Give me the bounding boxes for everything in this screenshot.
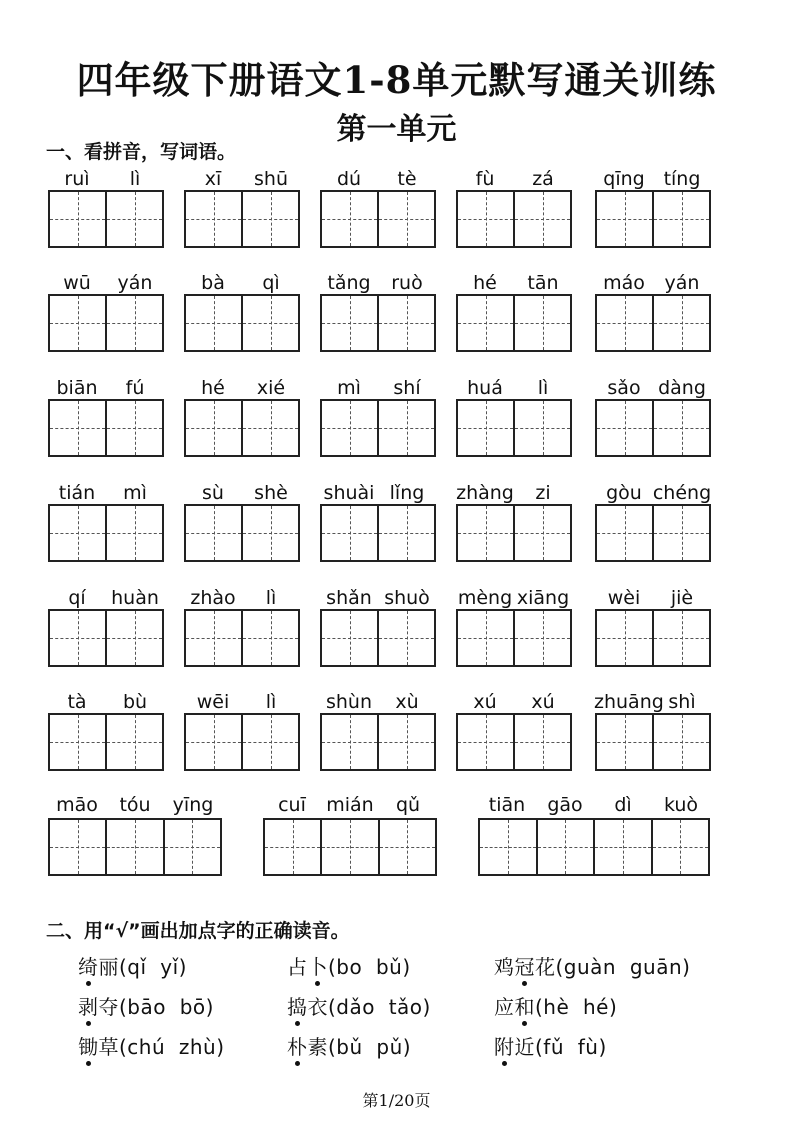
pinyin-syllable: xié: [256, 377, 286, 399]
writing-grid[interactable]: [48, 504, 164, 562]
pinyin-syllable: māo: [56, 794, 98, 816]
pinyin-syllable: tiān: [488, 794, 526, 816]
dotted-character: 绮: [78, 955, 99, 979]
writing-grid[interactable]: [48, 294, 164, 352]
tian-zi-cell[interactable]: [186, 506, 243, 560]
tian-zi-cell[interactable]: [379, 715, 434, 769]
tian-zi-cell[interactable]: [597, 296, 654, 350]
word-suffix-with-options: 素(bǔ pǔ): [307, 1035, 412, 1059]
pinyin-syllable: dú: [336, 168, 362, 190]
tian-zi-cell[interactable]: [107, 401, 162, 455]
tian-zi-cell[interactable]: [243, 192, 298, 246]
writing-grid[interactable]: [320, 609, 436, 667]
tian-zi-cell[interactable]: [50, 401, 107, 455]
pinyin-syllable: wèi: [607, 587, 641, 609]
tian-zi-cell[interactable]: [597, 506, 654, 560]
dotted-character: 剥: [78, 995, 99, 1019]
pinyin-syllable: mì: [337, 377, 361, 399]
tian-zi-cell[interactable]: [515, 715, 570, 769]
pinyin-syllable: tǎng: [327, 272, 371, 294]
tian-zi-cell[interactable]: [107, 715, 162, 769]
pinyin-syllable: xiāng: [516, 587, 570, 609]
writing-grid[interactable]: [456, 713, 572, 771]
dotted-character: 朴: [287, 1035, 308, 1059]
tian-zi-cell[interactable]: [186, 611, 243, 665]
tian-zi-cell[interactable]: [107, 296, 162, 350]
pinyin-syllable: sù: [202, 482, 224, 504]
tian-zi-cell[interactable]: [186, 192, 243, 246]
writing-grid[interactable]: [320, 399, 436, 457]
writing-grid[interactable]: [320, 713, 436, 771]
word-prefix: 占: [287, 955, 308, 979]
tian-zi-cell[interactable]: [265, 820, 322, 874]
dotted-character: 卜: [307, 955, 328, 979]
reading-choice-item[interactable]: [78, 951, 187, 980]
pinyin-syllable: xú: [531, 691, 555, 713]
reading-choice-item[interactable]: [78, 991, 214, 1020]
pinyin-syllable: máo: [603, 272, 645, 294]
page-number: 第1/20页: [362, 1091, 431, 1110]
tian-zi-cell[interactable]: [50, 820, 107, 874]
tian-zi-cell[interactable]: [50, 506, 107, 560]
writing-grid[interactable]: [184, 504, 300, 562]
tian-zi-cell[interactable]: [50, 192, 107, 246]
tian-zi-cell[interactable]: [322, 401, 379, 455]
writing-grid[interactable]: [184, 190, 300, 248]
pinyin-syllable: huàn: [111, 587, 159, 609]
writing-grid[interactable]: [184, 399, 300, 457]
reading-choice-item[interactable]: [287, 1031, 411, 1060]
pinyin-syllable: lì: [129, 168, 141, 190]
pinyin-syllable: shì: [668, 691, 696, 713]
tian-zi-cell[interactable]: [243, 611, 298, 665]
writing-grid[interactable]: [595, 294, 711, 352]
writing-grid[interactable]: [48, 818, 222, 876]
writing-grid[interactable]: [48, 399, 164, 457]
pinyin-syllable: shuò: [384, 587, 430, 609]
writing-grid[interactable]: [48, 190, 164, 248]
dotted-character: 附: [494, 1035, 515, 1059]
tian-zi-cell[interactable]: [50, 715, 107, 769]
tian-zi-cell[interactable]: [654, 506, 709, 560]
tian-zi-cell[interactable]: [515, 192, 570, 246]
tian-zi-cell[interactable]: [595, 820, 653, 874]
pinyin-syllable: qǔ: [395, 794, 421, 816]
tian-zi-cell[interactable]: [322, 611, 379, 665]
pinyin-syllable: qīng: [603, 168, 645, 190]
pinyin-syllable: zhàng: [456, 482, 514, 504]
pinyin-syllable: kuò: [663, 794, 699, 816]
reading-choice-item[interactable]: [494, 1031, 607, 1060]
word-suffix-with-options: 衣(dǎo tǎo): [307, 995, 431, 1019]
writing-grid[interactable]: [48, 609, 164, 667]
tian-zi-cell[interactable]: [379, 401, 434, 455]
writing-grid[interactable]: [456, 609, 572, 667]
pinyin-syllable: xī: [204, 168, 222, 190]
reading-choice-item[interactable]: [287, 991, 431, 1020]
writing-grid[interactable]: [478, 818, 710, 876]
pinyin-syllable: ruò: [391, 272, 423, 294]
pinyin-syllable: tān: [527, 272, 559, 294]
tian-zi-cell[interactable]: [654, 401, 709, 455]
tian-zi-cell[interactable]: [654, 192, 709, 246]
reading-choice-item[interactable]: [494, 951, 690, 980]
dotted-character: 和: [514, 995, 535, 1019]
tian-zi-cell[interactable]: [107, 506, 162, 560]
tian-zi-cell[interactable]: [50, 611, 107, 665]
tian-zi-cell[interactable]: [458, 611, 515, 665]
pinyin-syllable: jiè: [670, 587, 694, 609]
dotted-character: 锄: [78, 1035, 99, 1059]
tian-zi-cell[interactable]: [322, 296, 379, 350]
pinyin-syllable: yán: [117, 272, 153, 294]
word-prefix: 鸡: [494, 955, 515, 979]
pinyin-syllable: tà: [67, 691, 87, 713]
writing-grid[interactable]: [595, 713, 711, 771]
pinyin-syllable: shí: [393, 377, 421, 399]
pinyin-syllable: shū: [254, 168, 288, 190]
tian-zi-cell[interactable]: [243, 506, 298, 560]
writing-grid[interactable]: [595, 504, 711, 562]
pinyin-syllable: qì: [262, 272, 280, 294]
page-title: 四年级下册语文1-8单元默写通关训练: [76, 58, 717, 102]
tian-zi-cell[interactable]: [380, 820, 435, 874]
tian-zi-cell[interactable]: [379, 192, 434, 246]
tian-zi-cell[interactable]: [515, 296, 570, 350]
pinyin-syllable: mián: [326, 794, 374, 816]
word-suffix-with-options: 近(fǔ fù): [514, 1035, 607, 1059]
writing-grid[interactable]: [184, 294, 300, 352]
tian-zi-cell[interactable]: [322, 192, 379, 246]
tian-zi-cell[interactable]: [653, 820, 709, 874]
tian-zi-cell[interactable]: [597, 611, 654, 665]
pinyin-syllable: shè: [254, 482, 288, 504]
pinyin-syllable: zhào: [190, 587, 236, 609]
pinyin-syllable: dì: [614, 794, 632, 816]
pinyin-syllable: lì: [265, 691, 277, 713]
word-suffix-with-options: 丽(qǐ yǐ): [98, 955, 187, 979]
tian-zi-cell[interactable]: [458, 715, 515, 769]
writing-grid[interactable]: [320, 504, 436, 562]
pinyin-syllable: zi: [535, 482, 551, 504]
word-suffix-with-options: (bo bǔ): [328, 955, 411, 979]
reading-choice-item[interactable]: [287, 951, 411, 980]
pinyin-syllable: tè: [397, 168, 417, 190]
tian-zi-cell[interactable]: [322, 506, 379, 560]
pinyin-syllable: bà: [201, 272, 225, 294]
pinyin-syllable: fù: [475, 168, 495, 190]
tian-zi-cell[interactable]: [515, 611, 570, 665]
reading-choice-item[interactable]: [78, 1031, 225, 1060]
pinyin-syllable: fú: [125, 377, 145, 399]
pinyin-syllable: xú: [473, 691, 497, 713]
tian-zi-cell[interactable]: [243, 296, 298, 350]
writing-grid[interactable]: [456, 294, 572, 352]
tian-zi-cell[interactable]: [379, 296, 434, 350]
writing-grid[interactable]: [184, 609, 300, 667]
pinyin-syllable: zhuāng: [594, 691, 664, 713]
pinyin-syllable: ruì: [64, 168, 90, 190]
pinyin-syllable: tián: [58, 482, 96, 504]
pinyin-syllable: hé: [201, 377, 225, 399]
tian-zi-cell[interactable]: [107, 820, 164, 874]
word-suffix-with-options: (hè hé): [535, 995, 618, 1019]
tian-zi-cell[interactable]: [50, 296, 107, 350]
dotted-character: 捣: [287, 995, 308, 1019]
tian-zi-cell[interactable]: [458, 296, 515, 350]
pinyin-syllable: yán: [664, 272, 700, 294]
tian-zi-cell[interactable]: [322, 715, 379, 769]
writing-grid[interactable]: [320, 190, 436, 248]
pinyin-syllable: dàng: [658, 377, 706, 399]
pinyin-syllable: xù: [395, 691, 419, 713]
writing-grid[interactable]: [595, 609, 711, 667]
pinyin-syllable: wēi: [196, 691, 230, 713]
pinyin-syllable: wū: [63, 272, 91, 294]
writing-grid[interactable]: [184, 713, 300, 771]
tian-zi-cell[interactable]: [597, 401, 654, 455]
writing-grid[interactable]: [48, 713, 164, 771]
pinyin-syllable: zá: [532, 168, 554, 190]
tian-zi-cell[interactable]: [243, 715, 298, 769]
tian-zi-cell[interactable]: [165, 820, 220, 874]
pinyin-syllable: shǎn: [326, 587, 372, 609]
tian-zi-cell[interactable]: [654, 715, 709, 769]
tian-zi-cell[interactable]: [538, 820, 596, 874]
unit-title: 第一单元: [336, 112, 457, 147]
pinyin-syllable: mèng: [457, 587, 513, 609]
pinyin-syllable: lì: [265, 587, 277, 609]
tian-zi-cell[interactable]: [515, 401, 570, 455]
tian-zi-cell[interactable]: [597, 715, 654, 769]
pinyin-syllable: qí: [68, 587, 86, 609]
pinyin-syllable: shùn: [325, 691, 373, 713]
tian-zi-cell[interactable]: [379, 611, 434, 665]
writing-grid[interactable]: [456, 399, 572, 457]
pinyin-syllable: mì: [123, 482, 147, 504]
writing-grid[interactable]: [320, 294, 436, 352]
pinyin-syllable: tóu: [119, 794, 151, 816]
pinyin-syllable: biān: [56, 377, 98, 399]
tian-zi-cell[interactable]: [322, 820, 379, 874]
tian-zi-cell[interactable]: [480, 820, 538, 874]
tian-zi-cell[interactable]: [654, 296, 709, 350]
tian-zi-cell[interactable]: [186, 401, 243, 455]
dotted-character: 冠: [514, 955, 535, 979]
pinyin-syllable: gāo: [547, 794, 583, 816]
section1-heading: 一、看拼音，写词语。: [46, 141, 237, 163]
pinyin-syllable: cuī: [278, 794, 306, 816]
section2-heading: 二、用“√”画出加点字的正确读音。: [46, 920, 350, 942]
tian-zi-cell[interactable]: [107, 192, 162, 246]
tian-zi-cell[interactable]: [186, 296, 243, 350]
tian-zi-cell[interactable]: [379, 506, 434, 560]
writing-grid[interactable]: [595, 190, 711, 248]
pinyin-syllable: sǎo: [607, 377, 641, 399]
word-suffix-with-options: 花(guàn guān): [535, 955, 691, 979]
pinyin-syllable: shuài: [323, 482, 375, 504]
tian-zi-cell[interactable]: [458, 192, 515, 246]
writing-grid[interactable]: [456, 504, 572, 562]
pinyin-syllable: huá: [467, 377, 503, 399]
tian-zi-cell[interactable]: [107, 611, 162, 665]
pinyin-syllable: hé: [473, 272, 497, 294]
tian-zi-cell[interactable]: [515, 506, 570, 560]
pinyin-syllable: gòu: [606, 482, 642, 504]
word-prefix: 应: [494, 995, 515, 1019]
pinyin-syllable: tíng: [663, 168, 701, 190]
pinyin-syllable: bù: [122, 691, 148, 713]
pinyin-syllable: chéng: [652, 482, 712, 504]
tian-zi-cell[interactable]: [654, 611, 709, 665]
pinyin-syllable: lǐng: [389, 482, 425, 504]
pinyin-syllable: yīng: [172, 794, 214, 816]
tian-zi-cell[interactable]: [597, 192, 654, 246]
writing-grid[interactable]: [595, 399, 711, 457]
pinyin-syllable: lì: [537, 377, 549, 399]
tian-zi-cell[interactable]: [186, 715, 243, 769]
word-suffix-with-options: 夺(bāo bō): [98, 995, 214, 1019]
tian-zi-cell[interactable]: [243, 401, 298, 455]
writing-grid[interactable]: [456, 190, 572, 248]
tian-zi-cell[interactable]: [458, 506, 515, 560]
tian-zi-cell[interactable]: [458, 401, 515, 455]
reading-choice-item[interactable]: [494, 991, 617, 1020]
writing-grid[interactable]: [263, 818, 437, 876]
word-suffix-with-options: 草(chú zhù): [98, 1035, 225, 1059]
